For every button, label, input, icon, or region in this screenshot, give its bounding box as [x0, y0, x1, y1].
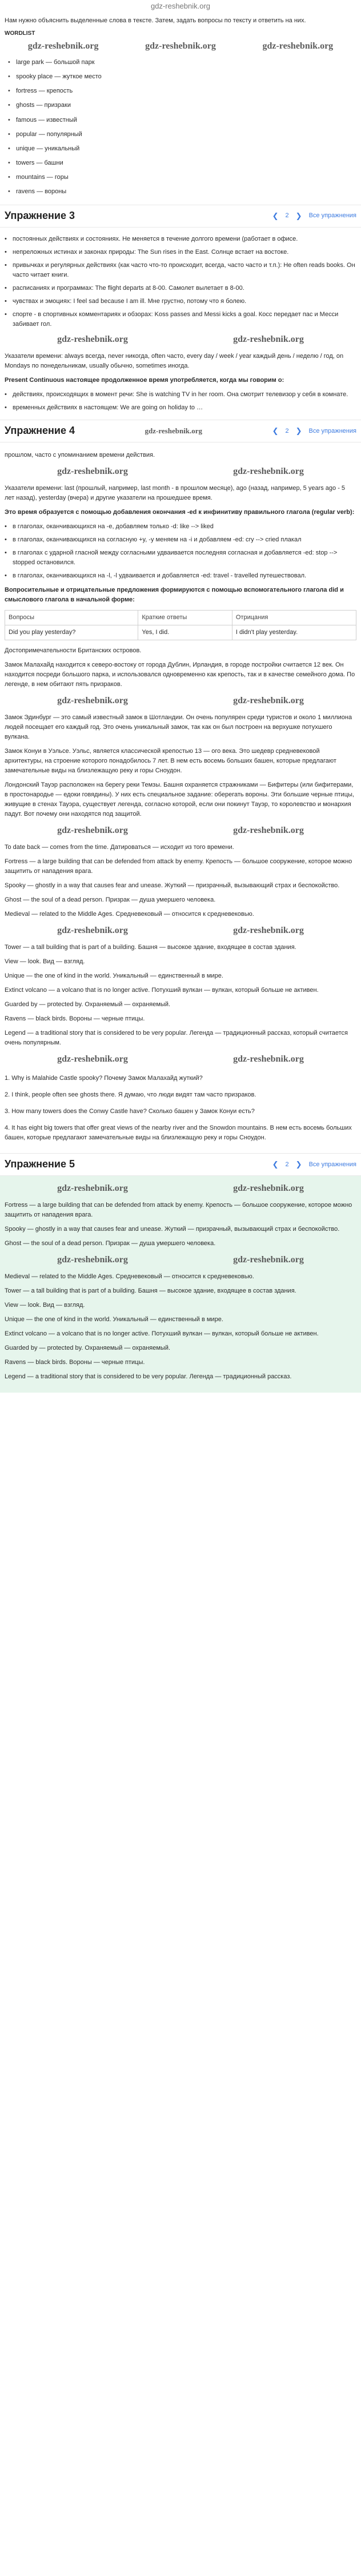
rule-item: • в глаголах, оканчивающихся на согласную +y, -у меняем на -i и добавляем -ed: cry --> cried плакал	[5, 535, 356, 545]
watermark: gdz-reshebnik.org	[233, 334, 304, 345]
intro-section	[0, 13, 361, 205]
question-item: 2. I think, people often see ghosts there. Я думаю, что люди видят там часто призраков.	[5, 1091, 256, 1099]
word-item: • spooky place — жуткое место	[8, 72, 356, 82]
table-header: Краткие ответы	[138, 610, 232, 625]
definition: Unique — the one of kind in the world. Уникальный — единственный в мире.	[5, 972, 223, 980]
answer-line: Medieval — related to the Middle Ages. Средневековый — относится к средневековью.	[5, 1273, 254, 1281]
table-cell: Yes, I did.	[138, 625, 232, 640]
answer-line: Ghost — the soul of a dead person. Призрак — душа умершего человека.	[5, 1240, 216, 1247]
arrow-left-icon[interactable]	[272, 425, 279, 437]
intro-text: Нам нужно объяснить выделенные слова в тексте. Затем, задать вопросы по тексту и ответить на них.	[5, 17, 306, 24]
rule-item: • действиях, происходящих в момент речи: She is watching TV in her room. Она смотрит телевизор у себя в комнате.	[5, 390, 356, 400]
exercise-5-header	[0, 1153, 361, 1176]
watermark-row	[5, 694, 356, 708]
watermark-row	[5, 924, 356, 938]
watermark: gdz-reshebnik.org	[262, 41, 334, 51]
watermark-row	[5, 465, 356, 479]
exercise-4-title: Упражнение 4	[5, 425, 75, 437]
present-continuous-rules	[5, 390, 356, 413]
watermark: gdz-reshebnik.org	[233, 1054, 304, 1064]
definition: Ghost — the soul of a dead person. Призрак — душа умершего человека.	[5, 896, 216, 904]
exercise-4-header	[0, 420, 361, 442]
rule-item: • привычках и регулярных действиях (как часто что-то происходит, всегда, часто часто и т.п.): He often reads books. Он часто читает книги.	[5, 261, 356, 280]
definition: To date back — comes from the time. Датироваться — исходит из того времени.	[5, 843, 234, 851]
rule-item: • расписаниях и программах: The flight departs at 8-00. Самолет вылетает в 8-00.	[5, 284, 356, 293]
answer-line: Ravens — black birds. Вороны — черные птицы.	[5, 1359, 145, 1366]
rule-item: • в глаголах с ударной гласной между согласными удваивается последняя согласная и добавляется -ed: stop --> stopped остановился.	[5, 548, 356, 568]
ed-rules	[5, 522, 356, 581]
negative-intro: Вопросительные и отрицательные предложения формируются с помощью вспомогательного глагола did и смыслового глагола в начальной форме:	[5, 587, 344, 604]
wordlist	[5, 58, 356, 196]
watermark: gdz-reshebnik.org	[57, 466, 128, 477]
word-item: • large park — большой парк	[8, 58, 356, 67]
rule-item: • непреложных истинах и законах природы: The Sun rises in the East. Солнце встает на востоке.	[5, 248, 356, 257]
rule-item: • постоянных действиях и состояниях. Не меняется в течение долгого времени (работает в офисе.	[5, 234, 356, 244]
watermark: gdz-reshebnik.org	[57, 695, 128, 705]
watermark-row	[5, 824, 356, 838]
exercise-5-title: Упражнение 5	[5, 1158, 75, 1170]
table-header: Отрицания	[232, 610, 356, 625]
watermark: gdz-reshebnik.org	[27, 41, 99, 51]
word-item: • ghosts — призраки	[8, 101, 356, 110]
watermark: gdz-reshebnik.org	[145, 41, 216, 51]
question-item: 4. It has eight big towers that offer great views of the nearby river and the Snowdon mountains. В нем есть восемь больших башен, которые предлагают замечательные виды на близлежащую реку и горы Сноудон.	[5, 1124, 352, 1142]
definition: Extinct volcano — a volcano that is no longer active. Потухший вулкан — вулкан, который больше не активен.	[5, 987, 319, 994]
watermark: gdz-reshebnik.org	[57, 1054, 128, 1064]
answer-line: Extinct volcano — a volcano that is no longer active. Потухший вулкан — вулкан, который больше не активен.	[5, 1330, 319, 1338]
watermark: gdz-reshebnik.org	[233, 695, 304, 705]
question-item: 3. How many towers does the Conwy Castle have? Сколько башен у Замок Конуи есть?	[5, 1108, 255, 1115]
exercise-4-body	[0, 442, 361, 1153]
rule-item: • спорте - в спортивных комментариях и обзорах: Koss passes and Messi kicks a goal. Косс передает пас и Месси забивает гол.	[5, 310, 356, 329]
wordlist-title: WORDLIST	[5, 30, 35, 37]
watermark-row	[5, 1182, 356, 1196]
word-item: • unique — уникальный	[8, 144, 356, 154]
arrow-left-icon[interactable]	[272, 210, 279, 222]
story-paragraph: Замок Эдинбург — это самый известный замок в Шотландии. Он очень популярен среди туристов и около 1 миллиона людей посещает его каждый год. Это очень уникальный замок, так как он был построен на верхушке потухшего вулкана.	[5, 713, 352, 740]
exercise-5-answer	[0, 1176, 361, 1392]
answer-line: Tower — a tall building that is part of a building. Башня — высокое здание, входящее в состав здания.	[5, 1287, 296, 1295]
table-header: Вопросы	[5, 610, 138, 625]
exercise-pager	[272, 210, 356, 222]
watermark: gdz-reshebnik.org	[57, 1183, 128, 1194]
story-paragraph: Замок Малахайд находится к северо-востоку от города Дублин, Ирландия, в городе постройки считается 12 век. Он находится посреди большого парка, и использовался одновременно как крепость, так и в качестве семейного дома. По легенде, в нем обитают пять призраков.	[5, 661, 355, 688]
time-markers: Указатели времени: always всегда, never никогда, often часто, every day / week / year каждый день / неделю / год, on Mondays по понедельникам, usually обычно, sometimes иногда.	[5, 352, 344, 370]
answer-line: Unique — the one of kind in the world. Уникальный — единственный в мире.	[5, 1316, 223, 1323]
definition: Spooky — ghostly in a way that causes fear and unease. Жуткий — призрачный, вызывающий страх и беспокойство.	[5, 882, 340, 890]
watermark-row	[5, 1052, 356, 1067]
ex4-paragraph: Указатели времени: last (прошлый, например, last month - в прошлом месяце), ago (назад, например, 5 years ago - 5 лет назад), yesterday (вчера) и другие указатели на прошедшее время.	[5, 485, 346, 502]
arrow-right-icon[interactable]	[296, 425, 302, 437]
exercise-3-body	[0, 228, 361, 420]
questions-table	[5, 610, 356, 640]
word-item: • fortress — крепость	[8, 86, 356, 96]
definition: Fortress — a large building that can be defended from attack by enemy. Крепость — большое сооружение, которое можно защитить от нападения врага.	[5, 858, 352, 875]
rule-item: • чувствах и эмоциях: I feel sad because I am ill. Мне грустно, потому что я болею.	[5, 297, 356, 306]
pager-number: 2	[285, 212, 289, 220]
arrow-left-icon[interactable]	[272, 1159, 279, 1170]
word-item: • famous — известный	[8, 115, 356, 125]
watermark: gdz-reshebnik.org	[233, 466, 304, 477]
table-cell: I didn't play yesterday.	[232, 625, 356, 640]
watermark: gdz-reshebnik.org	[233, 926, 304, 936]
exercise-3-header	[0, 205, 361, 228]
story-paragraph: Замок Конуи в Уэльсе. Уэльс, является классической крепостью 13 — ого века. Это шедевр средневековой архитектуры, на строение которого понадобилось 7 лет. В нем есть восемь больших башен, которые предлагают замечательные виды на близлежащую реку и горы Сноудон.	[5, 747, 336, 774]
word-item: • ravens — вороны	[8, 187, 356, 197]
all-exercises-link[interactable]: Все упражнения	[308, 212, 356, 220]
answer-line: View — look. Вид — взгляд.	[5, 1302, 85, 1309]
story-paragraph: Лондонский Тауэр расположен на берегу реки Темзы. Башня охраняется стражниками — Бифитеры (или бифитерами, в простонародье — едоки говядины). У них есть специальное задание: оберегать вороны. Эти большие черные птицы, живущие в стенах Тауэра, существует легенда, согласно которой, если они покинут Тауэр, то королевство и монархия падут. Вот почему они находятся под защитой.	[5, 781, 354, 818]
watermark-row	[5, 1253, 356, 1267]
watermark-row	[5, 39, 356, 54]
topbar	[0, 0, 361, 13]
definition: Legend — a traditional story that is considered to be very popular. Легенда — традиционный рассказ, который считается очень популярным.	[5, 1030, 348, 1047]
watermark-row	[5, 333, 356, 347]
watermark: gdz-reshebnik.org	[57, 1255, 128, 1265]
watermark: gdz-reshebnik.org	[145, 426, 203, 436]
present-simple-rules	[5, 234, 356, 329]
watermark: gdz-reshebnik.org	[57, 926, 128, 936]
word-item: • mountains — горы	[8, 173, 356, 182]
watermark: gdz-reshebnik.org	[57, 334, 128, 345]
definition: Ravens — black birds. Вороны — черные птицы.	[5, 1015, 145, 1023]
arrow-right-icon[interactable]	[296, 1159, 302, 1170]
answer-line: Fortress — a large building that can be defended from attack by enemy. Крепость — большое сооружение, которое можно защитить от нападения врага.	[5, 1202, 352, 1219]
definition: Guarded by — protected by. Охраняемый — охраняемый.	[5, 1001, 171, 1008]
present-continuous-intro: Present Continuous настоящее продолженное время употребляется, когда мы говорим о:	[5, 377, 284, 384]
arrow-right-icon[interactable]	[296, 210, 302, 222]
exercise-pager	[272, 425, 356, 437]
question-item: 1. Why is Malahide Castle spooky? Почему Замок Малахайд жуткий?	[5, 1075, 203, 1082]
watermark: gdz-reshebnik.org	[233, 826, 304, 836]
definition: Tower — a tall building that is part of a building. Башня — высокое здание, входящее в состав здания.	[5, 943, 296, 951]
topbar-watermark: gdz-reshebnik.org	[150, 2, 211, 10]
rule-item: • в глаголах, оканчивающихся на -l, -l удваивается и добавляется -ed: travel - travelled путешествовал.	[5, 571, 356, 581]
pager-number: 2	[285, 1161, 289, 1168]
word-item: • popular — популярный	[8, 130, 356, 139]
word-item: • towers — башни	[8, 158, 356, 168]
table-cell: Did you play yesterday?	[5, 625, 138, 640]
ex4-paragraph: прошлом, часто с упоминанием времени действия.	[5, 452, 155, 459]
pager-number: 2	[285, 427, 289, 434]
answer-line: Guarded by — protected by. Охраняемый — охраняемый.	[5, 1345, 171, 1352]
exercise-3-title: Упражнение 3	[5, 209, 75, 221]
definition: Medieval — related to the Middle Ages. Средневековый — относится к средневековью.	[5, 911, 254, 918]
exercise-pager	[272, 1159, 356, 1170]
answer-line: Legend — a traditional story that is considered to be very popular. Легенда — традиционный рассказ.	[5, 1373, 292, 1381]
answer-line: Spooky — ghostly in a way that causes fear and unease. Жуткий — призрачный, вызывающий страх и беспокойство.	[5, 1226, 340, 1233]
legend-intro: Достопримечательности Британских островов.	[5, 647, 142, 654]
watermark: gdz-reshebnik.org	[233, 1183, 304, 1194]
rule-item: • временных действиях в настоящем: We are going on holiday to …	[5, 403, 356, 413]
definition: View — look. Вид — взгляд.	[5, 958, 85, 965]
all-exercises-link[interactable]: Все упражнения	[308, 427, 356, 434]
table-row	[5, 625, 356, 640]
ex4-paragraph: Это время образуется с помощью добавления окончания -ed к инфинитиву правильного глагола (regular verb):	[5, 509, 355, 516]
rule-item: • в глаголах, оканчивающихся на -e, добавляем только -d: like --> liked	[5, 522, 356, 532]
watermark: gdz-reshebnik.org	[233, 1255, 304, 1265]
all-exercises-link[interactable]: Все упражнения	[308, 1161, 356, 1168]
watermark: gdz-reshebnik.org	[57, 826, 128, 836]
